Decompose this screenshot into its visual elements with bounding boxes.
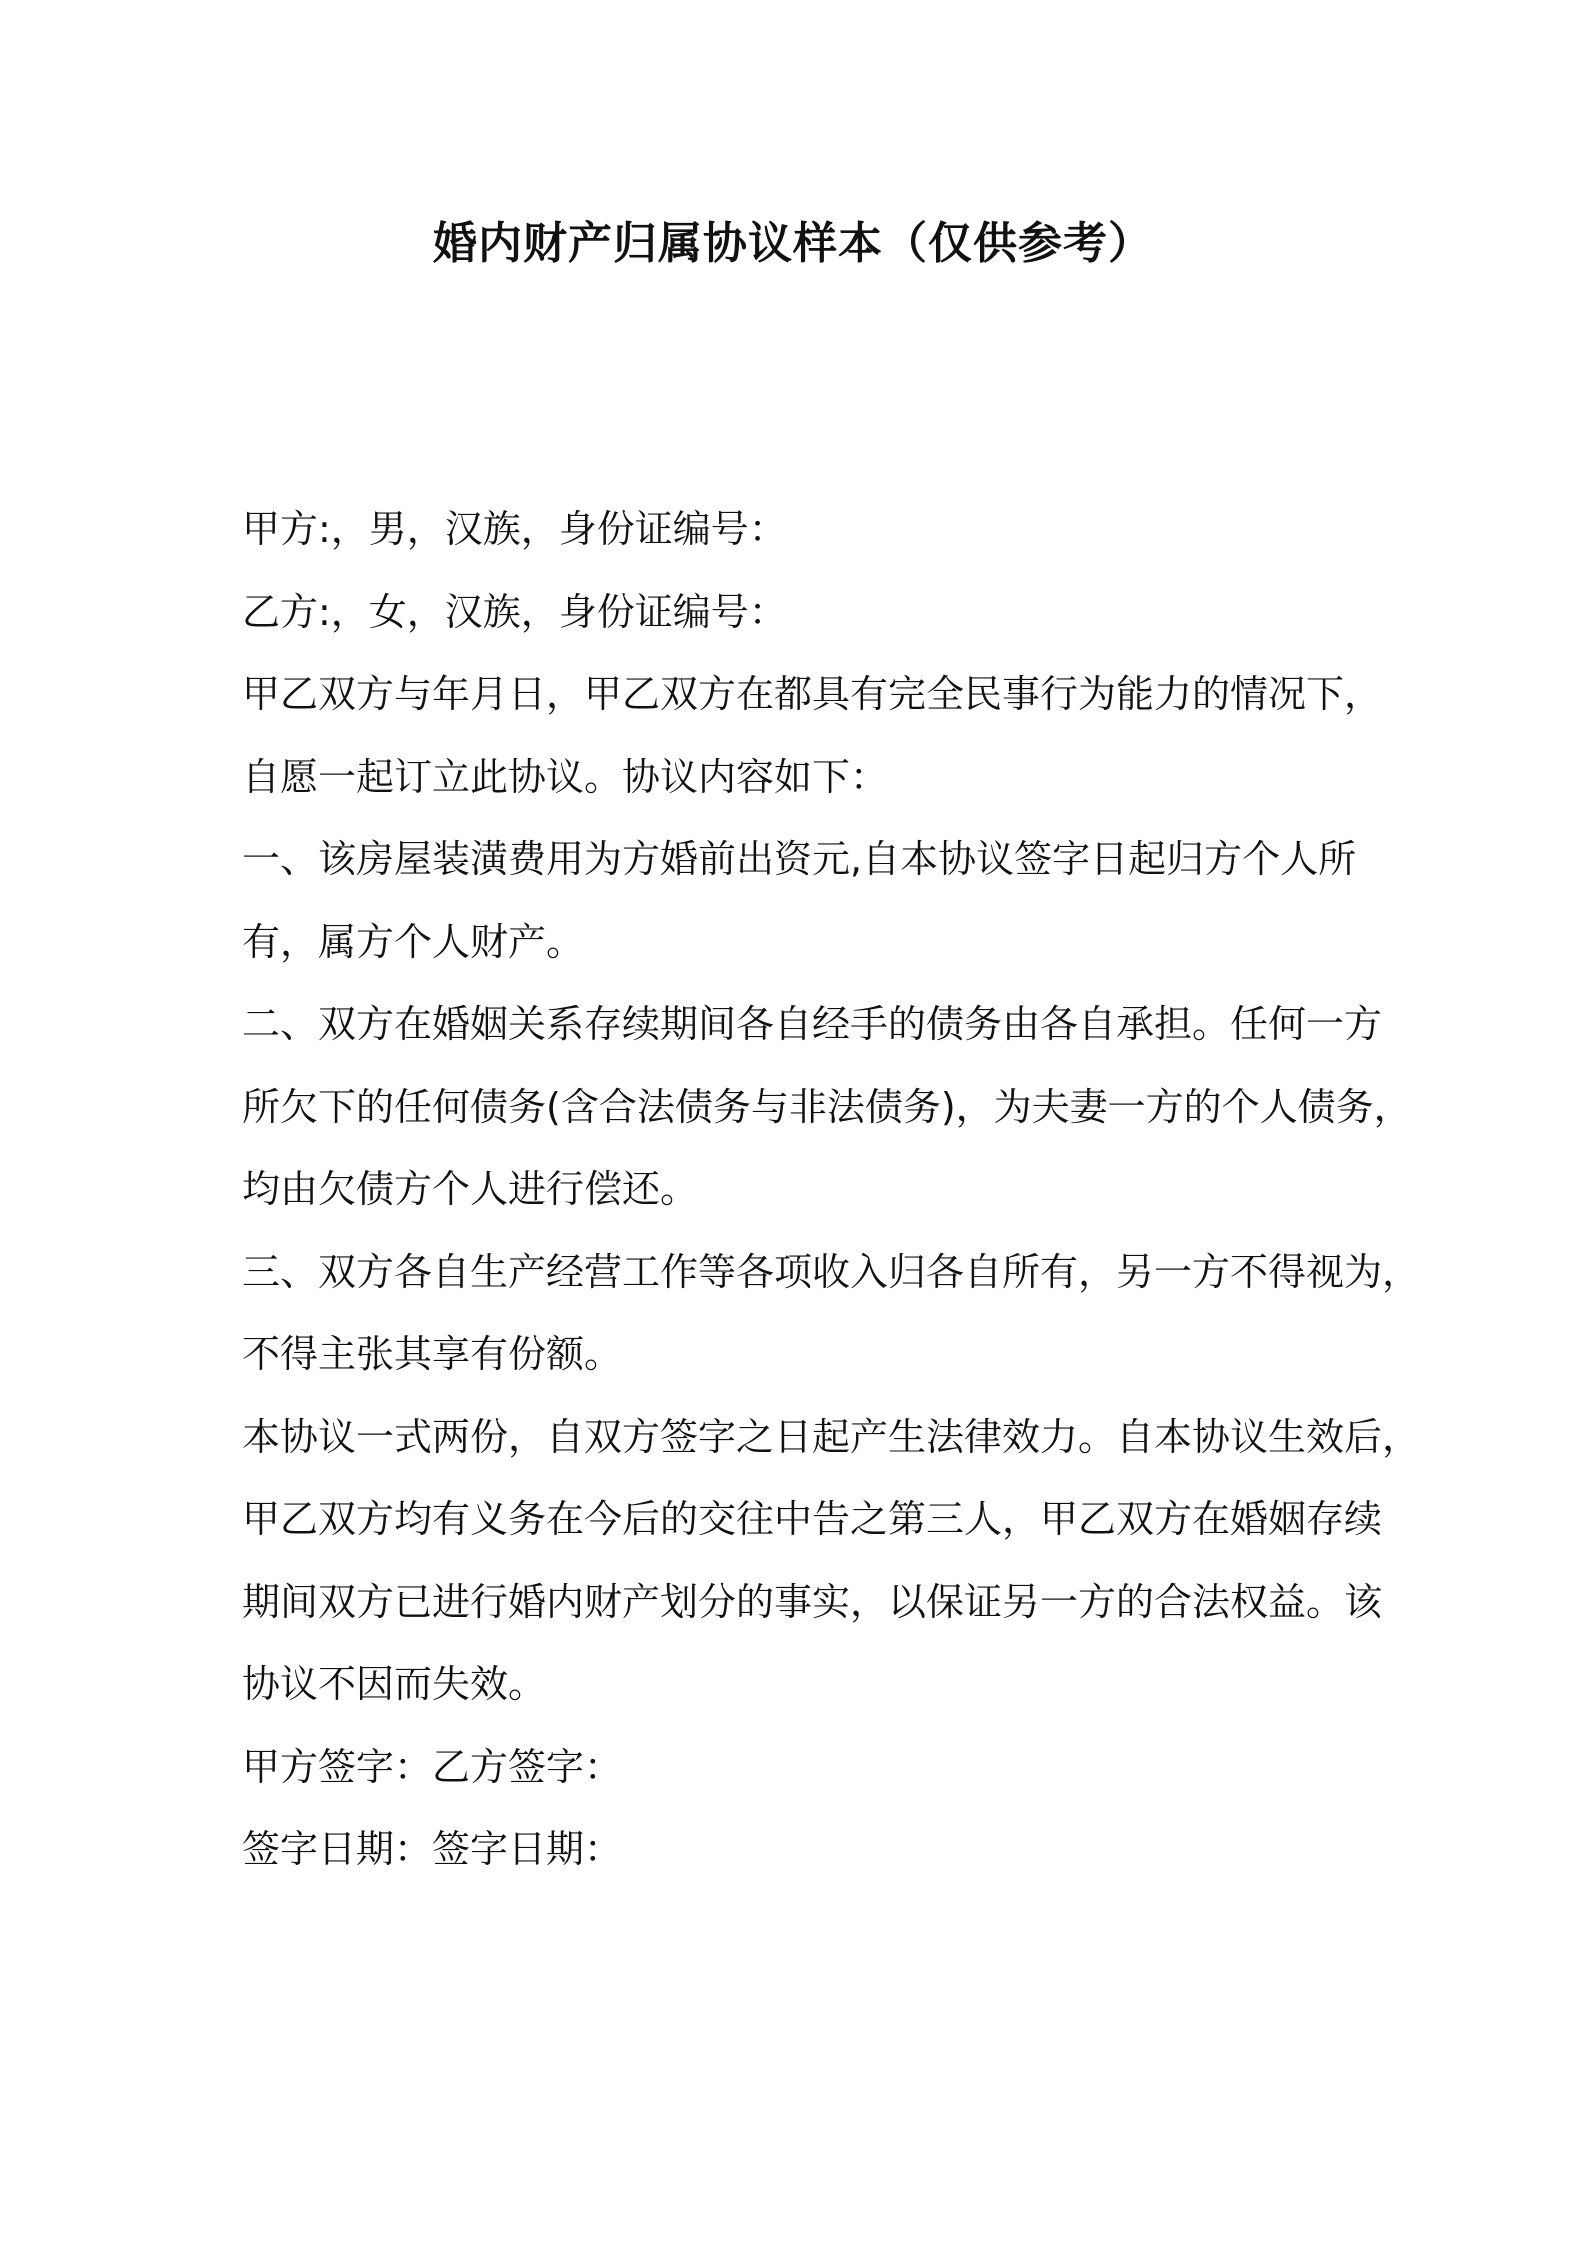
intro-line-2: 自愿一起订立此协议。协议内容如下： [242, 754, 889, 799]
clause-2-line-2: 所欠下的任何债务(含合法债务与非法债务)，为夫妻一方的个人债务， [242, 1084, 1412, 1129]
effect-line-4: 协议不因而失效。 [242, 1662, 547, 1706]
clause-3-line-2: 不得主张其享有份额。 [242, 1332, 623, 1376]
clause-3-line-1: 三、双方各自生产经营工作等各项收入归各自所有，另一方不得视为， [242, 1249, 1421, 1294]
signature-line: 甲方签字：乙方签字： [242, 1744, 623, 1789]
clause-2-line-1: 二、双方在婚姻关系存续期间各自经手的债务由各自承担。任何一方 [242, 1002, 1383, 1046]
clause-2-line-3: 均由欠债方个人进行偿还。 [242, 1167, 699, 1211]
document-body [242, 488, 1421, 1891]
document-title: 婚内财产归属协议样本（仅供参考） [433, 218, 1153, 269]
clause-1-line-1: 一、该房屋装潢费用为方婚前出资元,自本协议签字日起归方个人所 [242, 837, 1357, 881]
effect-line-2: 甲乙双方均有义务在今后的交往中告之第三人，甲乙双方在婚姻存续 [242, 1497, 1383, 1541]
party-a-info: 甲方:，男，汉族，身份证编号： [242, 507, 787, 551]
clause-1-line-2: 有，属方个人财产。 [242, 919, 585, 964]
signature-date-line: 签字日期：签字日期： [242, 1827, 623, 1871]
effect-line-1: 本协议一式两份，自双方签字之日起产生法律效力。自本协议生效后， [242, 1414, 1421, 1459]
effect-line-3: 期间双方已进行婚内财产划分的事实，以保证另一方的合法权益。该 [242, 1579, 1383, 1624]
intro-line-1: 甲乙双方与年月日，甲乙双方在都具有完全民事行为能力的情况下， [242, 672, 1383, 716]
party-b-info: 乙方:，女，汉族，身份证编号： [242, 589, 787, 634]
